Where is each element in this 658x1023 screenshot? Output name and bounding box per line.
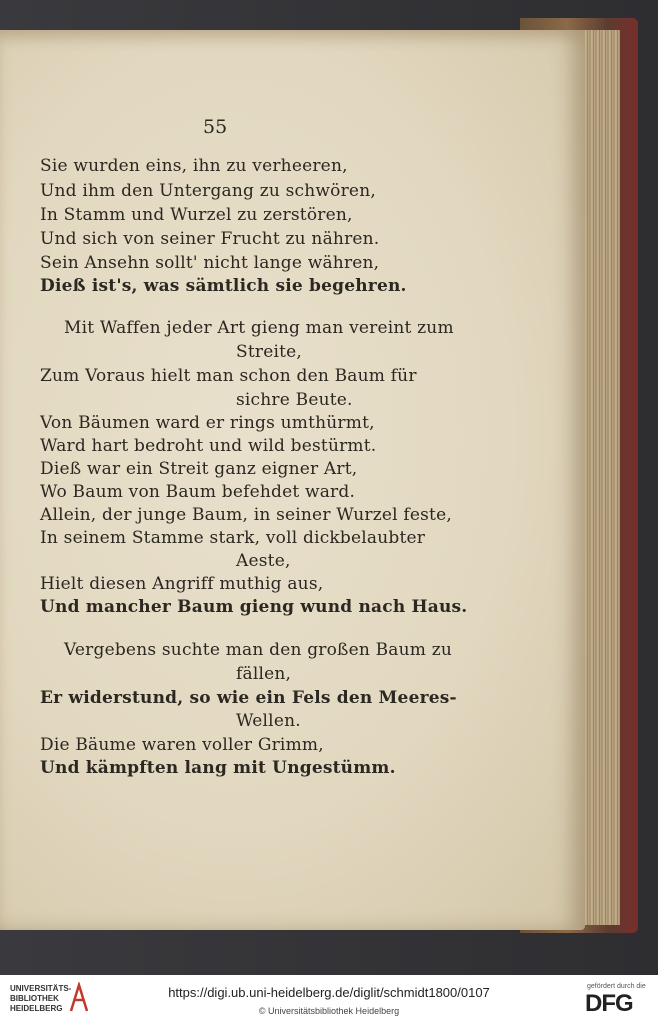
text-line: Streite, — [236, 342, 302, 362]
text-line: Allein, der junge Baum, in seiner Wurzel feste, — [40, 505, 452, 525]
text-line: In Stamm und Wurzel zu zerstören, — [40, 205, 353, 225]
permalink-url[interactable]: https://digi.ub.uni-heidelberg.de/diglit/schmidt1800/0107 — [168, 985, 490, 1000]
text-line: fällen, — [236, 664, 292, 684]
text-line: Dieß war ein Streit ganz eigner Art, — [40, 459, 358, 479]
text-line: Wo Baum von Baum befehdet ward. — [40, 482, 356, 502]
dfg-caption: gefördert durch die — [587, 983, 646, 990]
text-line: Und mancher Baum gieng wund nach Haus. — [40, 597, 468, 617]
text-line: Mit Waffen jeder Art gieng man vereint zum — [64, 318, 454, 338]
text-line: Er widerstund, so wie ein Fels den Meeres- — [40, 688, 457, 708]
text-line: In seinem Stamme stark, voll dickbelaubter — [40, 528, 426, 548]
text-line: Und ihm den Untergang zu schwören, — [40, 181, 376, 201]
text-line: Vergebens suchte man den großen Baum zu — [64, 640, 453, 660]
text-line: Wellen. — [236, 711, 301, 731]
library-logo-line: UNIVERSITÄTS- — [10, 984, 72, 993]
text-line: Sie wurden eins, ihn zu verheeren, — [40, 156, 348, 176]
text-line: Und sich von seiner Frucht zu nähren. — [40, 229, 380, 249]
text-line: Zum Voraus hielt man schon den Baum für — [40, 366, 417, 386]
text-line: Sein Ansehn sollt' nicht lange währen, — [40, 253, 380, 273]
text-line: Ward hart bedroht und wild bestürmt. — [40, 436, 377, 456]
library-logo-line: BIBLIOTHEK — [10, 994, 59, 1003]
text-line: Aeste, — [236, 551, 291, 571]
text-line: Von Bäumen ward er rings umthürmt, — [40, 413, 375, 433]
copyright-notice: © Universitätsbibliothek Heidelberg — [258, 1006, 400, 1016]
text-line: Und kämpften lang mit Ungestümm. — [40, 758, 396, 778]
text-line: Die Bäume waren voller Grimm, — [40, 735, 324, 755]
dfg-logo[interactable]: DFG — [585, 990, 633, 1017]
page-number: 55 — [203, 116, 228, 138]
text-line: sichre Beute. — [236, 390, 353, 410]
library-logo-line: HEIDELBERG — [10, 1004, 63, 1013]
text-line: Dieß ist's, was sämtlich sie begehren. — [40, 276, 407, 296]
text-line: Hielt diesen Angriff muthig aus, — [40, 574, 324, 594]
